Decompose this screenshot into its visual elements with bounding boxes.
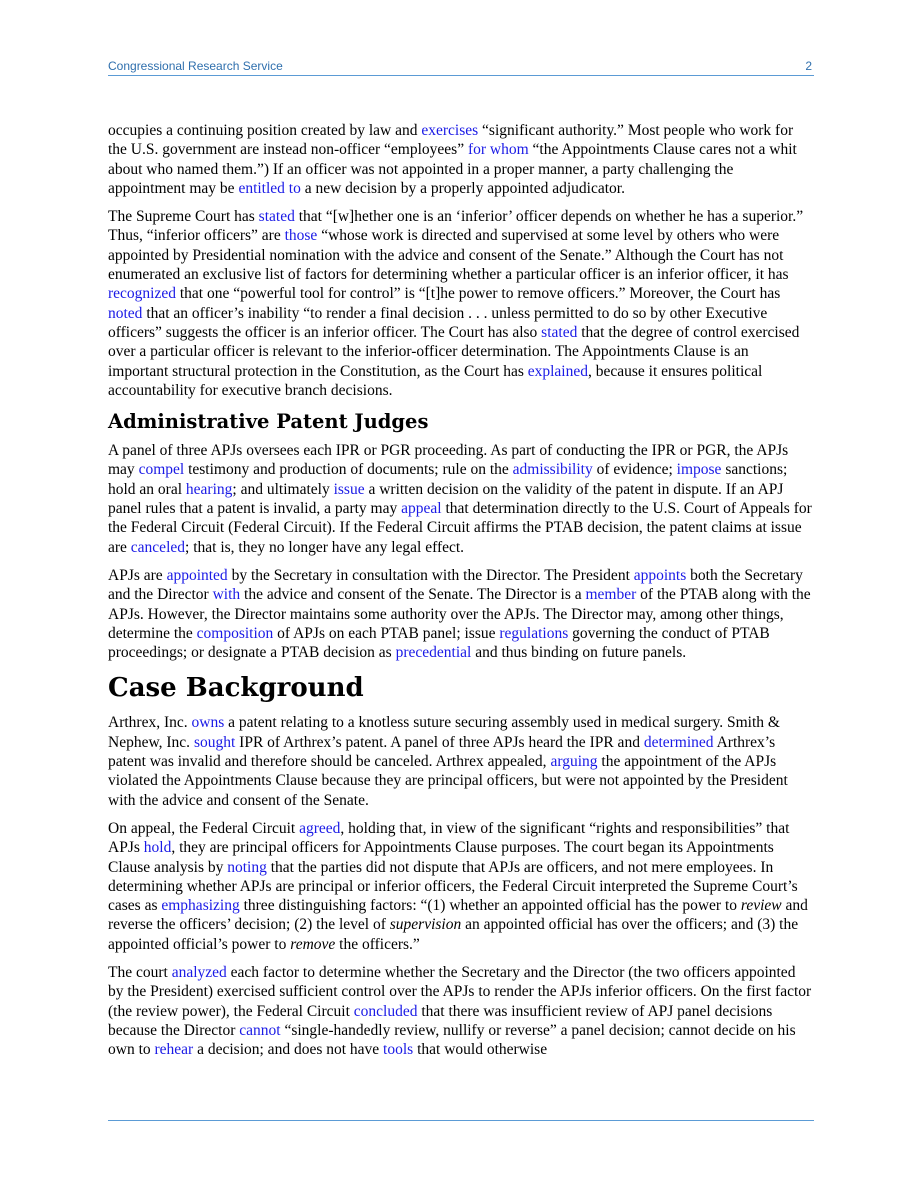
paragraph-4: APJs are appointed by the Secretary in consultation with the Director. The President appoints both the Secretary and the Director with the advice and consent of the Senate. The Director is a member of the PTAB along with the APJs. However, the Director maintains some authority over the APJs. The Director may, among other things, determine the composition of APJs on each PTAB panel; issue regulations governing the conduct of PTAB proceedings; or designate a PTAB decision as precedential and thus binding on future panels. <box>108 566 811 662</box>
link-owns[interactable]: owns <box>191 714 225 732</box>
link-stated-2[interactable]: stated <box>541 323 578 341</box>
body-text <box>108 121 812 1068</box>
link-entitled-to[interactable]: entitled to <box>238 179 301 197</box>
page-header <box>108 57 814 76</box>
link-for-whom[interactable]: for whom <box>467 141 529 159</box>
link-agreed[interactable]: agreed <box>299 819 341 837</box>
link-compel[interactable]: compel <box>138 461 185 479</box>
emphasis-remove: remove <box>290 935 336 953</box>
paragraph-7: The court analyzed each factor to determine whether the Secretary and the Director (the two officers appointed by the President) exercised sufficient control over the APJs to render the APJs inferior officers. On the first factor (the review power), the Federal Circuit concluded that there was insufficient review of APJ panel decisions because the Director cannot “single-handedly review, nullify or reverse” a panel decision; cannot decide on his own to rehear a decision; and does not have tools that would otherwise <box>108 963 812 1059</box>
link-arguing[interactable]: arguing <box>550 753 598 771</box>
link-exercises[interactable]: exercises <box>421 122 479 139</box>
link-hold[interactable]: hold <box>143 839 172 857</box>
link-emphasizing[interactable]: emphasizing <box>161 897 240 915</box>
link-determined[interactable]: determined <box>643 733 714 751</box>
link-appointed[interactable]: appointed <box>166 566 228 584</box>
link-stated[interactable]: stated <box>258 208 295 226</box>
heading-administrative-patent-judges: Administrative Patent Judges <box>108 410 429 434</box>
emphasis-review: review <box>740 897 782 915</box>
link-appoints[interactable]: appoints <box>633 566 687 584</box>
link-with[interactable]: with <box>212 586 241 604</box>
link-recognized[interactable]: recognized <box>108 285 176 303</box>
paragraph-2: The Supreme Court has stated that “[w]hether one is an ‘inferior’ officer depends on whether he has a superior.” Thus, “inferior officers” are those “whose work is directed and supervised at some level by others who were appointed by Presidential nomination with the advice and consent of the Senate.” Although the Court has not enumerated an exclusive list of factors for determining whether a particular officer is an inferior officer, it has recognized that one “powerful tool for control” is “[t]he power to remove officers.” Moreover, the Court has noted that an officer’s inability “to render a final decision . . . unless permitted to do so by other Executive officers” suggests the officer is an inferior officer. The Court has also stated that the degree of control exercised over a particular officer is relevant to the inferior-officer determination. The Appointments Clause is an important structural protection in the Constitution, as the Court has explained, because it ensures political accountability for executive branch decisions. <box>108 208 804 399</box>
link-canceled[interactable]: canceled <box>130 538 186 556</box>
emphasis-supervision: supervision <box>389 916 462 934</box>
paragraph-1: occupies a continuing position created by law and exercises “significant authority.” Most people who work for the U.S. government are instead non-officer “employees” for whom “the Appointments Clause cares not a whit about who named them.”) If an officer was not appointed in a proper manner, a party challenging the appointment may be entitled to a new decision by a properly appointed adjudicator. <box>108 122 797 197</box>
link-member[interactable]: member <box>585 586 637 604</box>
link-admissibility[interactable]: admissibility <box>512 461 593 479</box>
header-org: Congressional Research Service <box>108 59 283 73</box>
paragraph-6: On appeal, the Federal Circuit agreed, holding that, in view of the significant “rights and responsibilities” that APJs hold, they are principal officers for Appointments Clause purposes. The court began its Appointments Clause analysis by noting that the parties did not dispute that APJs are officers, and not mere employees. In determining whether APJs are principal or inferior officers, the Federal Circuit interpreted the Supreme Court’s cases as emphasizing three distinguishing factors: “(1) whether an appointed official has the power to review and reverse the officers’ decision; (2) the level of supervision an appointed official has over the officers; and (3) the appointed official’s power to remove the officers.” <box>108 819 808 953</box>
heading-case-background: Case Background <box>108 673 364 704</box>
link-composition[interactable]: composition <box>196 624 274 642</box>
link-impose[interactable]: impose <box>676 461 722 479</box>
paragraph-3: A panel of three APJs oversees each IPR or PGR proceeding. As part of conducting the IPR or PGR, the APJs may compel testimony and production of documents; rule on the admissibility of evidence; impose sanctions; hold an oral hearing; and ultimately issue a written decision on the validity of the patent in dispute. If an APJ panel rules that a patent is invalid, a party may appeal that determination directly to the U.S. Court of Appeals for the Federal Circuit (Federal Circuit). If the Federal Circuit affirms the PTAB decision, the patent claims at issue are canceled; that is, they no longer have any legal effect. <box>108 442 812 556</box>
link-cannot[interactable]: cannot <box>239 1021 281 1039</box>
link-tools[interactable]: tools <box>383 1041 414 1059</box>
link-explained[interactable]: explained <box>527 362 588 380</box>
link-those[interactable]: those <box>284 227 318 245</box>
link-concluded[interactable]: concluded <box>353 1002 418 1020</box>
page-number: 2 <box>805 59 812 73</box>
link-appeal[interactable]: appeal <box>401 500 442 518</box>
link-issue[interactable]: issue <box>333 480 365 498</box>
link-noted[interactable]: noted <box>108 304 143 322</box>
link-analyzed[interactable]: analyzed <box>171 963 227 981</box>
footer-rule <box>108 1120 814 1121</box>
link-rehear[interactable]: rehear <box>154 1041 194 1059</box>
paragraph-5: Arthrex, Inc. owns a patent relating to a knotless suture securing assembly used in medical surgery. Smith & Nephew, Inc. sought IPR of Arthrex’s patent. A panel of three APJs heard the IPR and determined Arthrex’s patent was invalid and therefore should be canceled. Arthrex appealed, arguing the appointment of the APJs violated the Appointments Clause because they are principal officers, but were not appointed by the President with the advice and consent of the Senate. <box>108 714 788 809</box>
link-regulations[interactable]: regulations <box>499 624 569 642</box>
link-hearing[interactable]: hearing <box>185 480 233 498</box>
link-precedential[interactable]: precedential <box>395 644 472 662</box>
link-noting[interactable]: noting <box>227 858 267 876</box>
link-sought[interactable]: sought <box>193 733 236 751</box>
